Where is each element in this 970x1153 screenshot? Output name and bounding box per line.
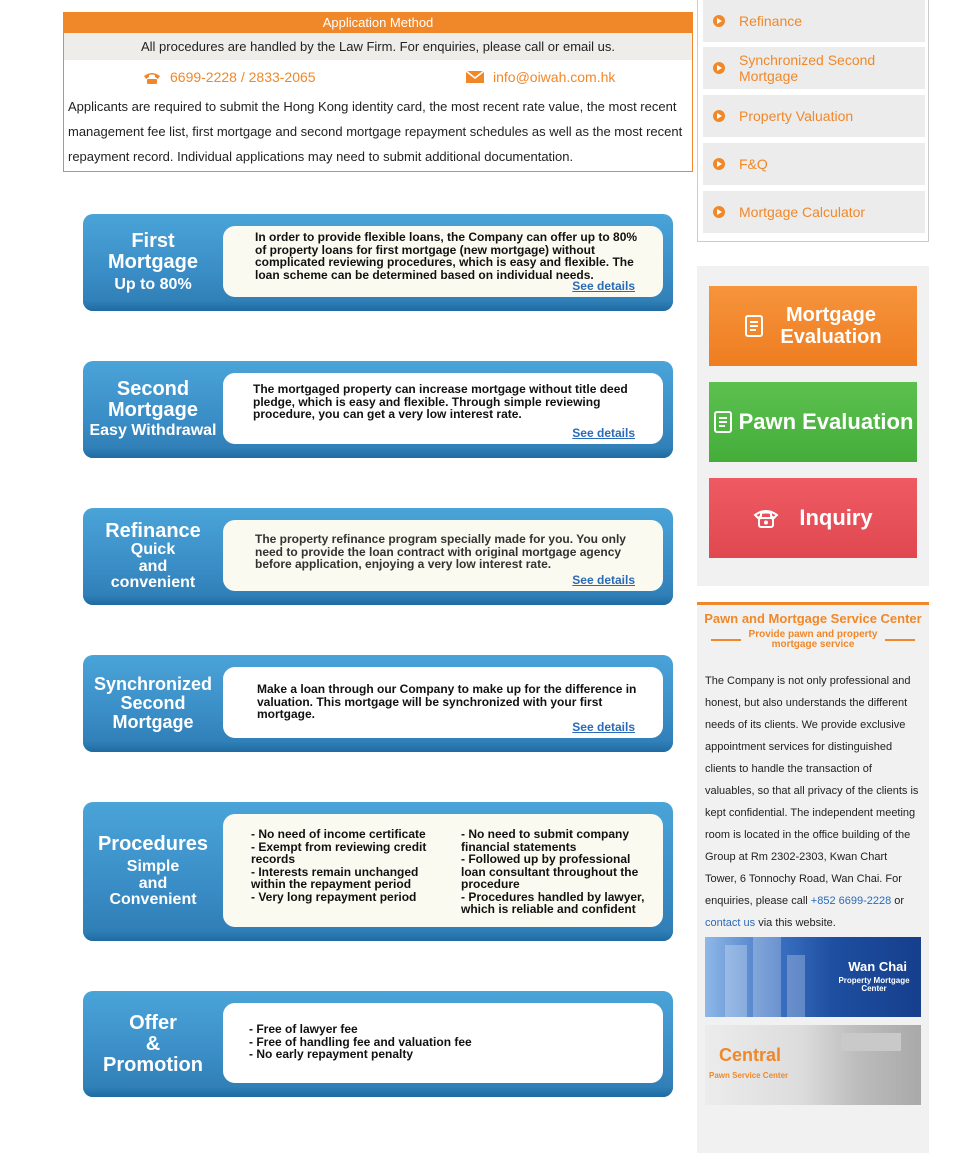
contact-row [64,60,692,94]
nav-item-refinance[interactable] [703,0,925,42]
banner-heading-line: Offer [129,1011,177,1034]
application-method-box [63,12,693,172]
document-icon [713,410,735,434]
banner-card [223,1003,663,1083]
building-shape [725,945,747,1017]
email-contact[interactable] [465,69,615,85]
banner-card [223,520,663,591]
telephone-icon [753,507,779,529]
document-icon [744,314,766,338]
arrow-bullet-icon [713,110,725,122]
banner-heading-line: and [138,874,168,892]
banner-text: In order to provide flexible loans, the Company can offer up to 80% of property loans for first mortgage (new mortgage) without complicated reviewing procedures, which is easy and flexible. The loan scheme can be determined based on individual needs. [255,230,638,282]
banner-heading-line: Convenient [109,891,197,909]
nav-item-synchronized-second-mortgage[interactable] [703,47,925,89]
divider [885,639,915,641]
subtitle-line: Provide pawn and property [748,629,878,640]
list-item: - Free of handling fee and valuation fee [249,1034,472,1049]
see-details-link[interactable]: See details [572,719,635,734]
banner-heading-line: Mortgage [108,251,198,274]
description-text: via this website. [755,917,836,929]
banner-heading [83,214,223,311]
banner-heading-line: Second [120,693,186,714]
banner-heading-line: Easy Withdrawal [89,422,217,440]
banner-text: The mortgaged property can increase mortgage without title deed pledge, which is easy and flexible. Through simple reviewing procedure, you can get a very low interest rate. [253,382,628,421]
phone-link[interactable]: +852 6699-2228 [810,895,892,907]
procedure-list-left [251,828,441,916]
banner-heading [83,991,223,1097]
divider [711,639,741,641]
nav-item-label: F&Q [739,156,768,172]
list-item: - Procedures handled by lawyer, which is reliable and confident [461,889,645,916]
banner-heading-line: Promotion [103,1053,203,1076]
promotion-list [249,1023,651,1061]
description-text: or [891,895,905,907]
banner-card [223,226,663,297]
description-text: The Company is not only professional and honest, but also understands the different needs of its clients. We provide exclusive appointment services for distinguished clients to handle the transaction of valuables, so that all privacy of the clients is kept confidential. The independent meeting room is located in the office building of the Group at Rm 2302-2303, Kwan Chart Tower, 6 Tonnochy Road, Wan Chai. For enquiries, please call [705,675,919,907]
contact-us-link[interactable]: contact us [705,917,756,929]
banner-refinance[interactable] [83,508,673,605]
central-subtitle: Pawn Service Center [709,1071,789,1080]
banner-heading [83,802,223,941]
list-item: - Free of lawyer fee [249,1022,358,1036]
list-item: - Interests remain unchanged within the repayment period [251,864,419,891]
procedure-list-right [461,828,651,916]
application-method-subtitle: All procedures are handled by the Law Firm. For enquiries, please call or email us. [64,33,692,60]
pawn-evaluation-label: Pawn Evaluation [738,409,914,434]
label-line: Mortgage [785,304,876,326]
nav-item-label: Synchronized Second Mortgage [739,52,876,84]
banner-heading-line: First [131,230,175,253]
list-item: - No need of income certificate [251,827,426,841]
banner-card [223,814,663,927]
building-shape [753,937,781,1017]
pawn-evaluation-button[interactable] [709,382,917,462]
banner-heading-line: and [138,557,168,575]
inquiry-button[interactable] [709,478,917,558]
list-item: - Exempt from reviewing credit records [251,839,427,866]
arrow-bullet-icon [713,158,725,170]
list-item: - Very long repayment period [251,889,417,904]
arrow-bullet-icon [713,15,725,27]
service-center-description [697,670,929,934]
banner-heading-line: Synchronized [93,674,213,695]
list-item: - Followed up by professional loan consultant throughout the procedure [461,852,639,891]
service-center-subtitle [697,630,929,650]
banner-procedures [83,802,673,941]
banner-heading-line: Up to 80% [114,276,192,294]
nav-item-faq[interactable] [703,143,925,185]
side-nav [697,0,929,242]
envelope-icon [465,70,485,84]
shop-sign [841,1033,901,1051]
service-center-title: Pawn and Mortgage Service Center [704,611,922,626]
service-center [697,602,929,1153]
banner-card [223,667,663,738]
banner-heading [83,361,223,458]
banner-heading-line: Quick [130,540,176,558]
banner-heading-line: Procedures [97,832,209,855]
banner-heading-line: Refinance [105,519,201,542]
nav-item-label: Property Valuation [739,108,854,124]
banner-synchronized-second-mortgage[interactable] [83,655,673,752]
banner-offer-promotion [83,991,673,1097]
banner-first-mortgage[interactable] [83,214,673,311]
list-item: - No need to submit company financial statements [461,827,630,854]
application-method-title: Application Method [64,13,692,33]
inquiry-label: Inquiry [799,505,873,530]
phone-number[interactable]: 6699-2228 / 2833-2065 [170,69,316,85]
central-center-image[interactable] [705,1025,921,1105]
banner-card [223,373,663,444]
arrow-bullet-icon [713,206,725,218]
phone-contact[interactable] [142,69,316,85]
label-line: Evaluation [780,326,882,348]
see-details-link[interactable]: See details [572,572,635,587]
banner-heading-line: Simple [126,857,180,875]
central-title: Central [719,1045,782,1065]
list-item: - No early repayment penalty [249,1047,414,1061]
nav-item-mortgage-calculator[interactable] [703,191,925,233]
mortgage-evaluation-button[interactable] [709,286,917,366]
banner-second-mortgage[interactable] [83,361,673,458]
nav-item-label: Refinance [739,13,803,29]
banner-text: Make a loan through our Company to make up for the difference in valuation. This mortgage will be synchronized with your first mortgage. [257,682,637,721]
banner-heading [83,655,223,752]
banner-heading-line: convenient [110,574,196,592]
banner-heading-line: Second [116,378,190,401]
subtitle-text [749,630,878,650]
wan-chai-title: Wan Chai [848,959,907,974]
banner-heading-line: Mortgage [108,399,198,422]
arrow-bullet-icon [713,62,725,74]
see-details-link[interactable]: See details [572,278,635,293]
building-shape [787,955,805,1017]
nav-item-label: Mortgage Calculator [739,204,866,220]
banner-heading-line: Mortgage [112,711,194,732]
banner-heading [83,508,223,605]
see-details-link[interactable]: See details [572,425,635,440]
wan-chai-center-image[interactable] [705,937,921,1017]
banner-heading-line: & [145,1032,161,1055]
banner-text: The property refinance program specially made for you. You only need to provide the loan contract with original mortgage agency before application, enjoying a very low interest rate. [255,532,626,571]
mortgage-evaluation-label [780,304,881,348]
action-panel [697,266,929,586]
phone-icon [142,70,162,84]
wan-chai-subtitle: Property Mortgage Center [838,976,910,993]
nav-item-property-valuation[interactable] [703,95,925,137]
email-address[interactable]: info@oiwah.com.hk [493,69,616,85]
procedure-columns [251,828,651,916]
subtitle-line: mortgage service [771,639,855,650]
application-requirements: Applicants are required to submit the Hong Kong identity card, the most recent rate value, the most recent management fee list, first mortgage and second mortgage repayment schedules as well as the most recent repayment record. Individual applications may need to submit additional documentation. [68,99,683,164]
